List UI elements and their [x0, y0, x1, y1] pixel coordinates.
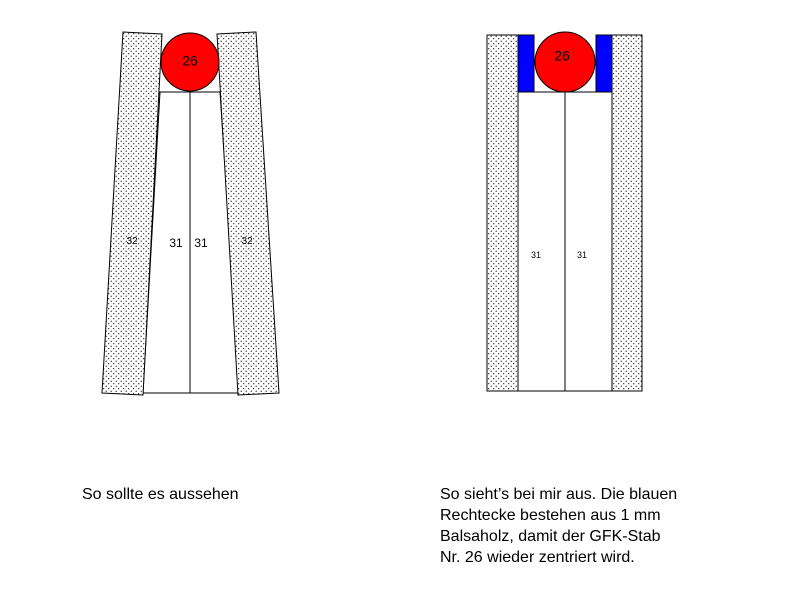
left-rod-label: 26 [182, 52, 198, 69]
caption-right-line-2: Rechtecke bestehen aus 1 mm [440, 507, 661, 524]
left-core-label: 31 [169, 236, 183, 250]
caption-right-line-4: Nr. 26 wieder zentriert wird. [440, 549, 635, 566]
blue-spacer-right [596, 35, 612, 92]
left-diagram [102, 32, 279, 395]
caption-right-line-1: So sieht’s bei mir aus. Die blauen [440, 486, 678, 503]
caption-right-line-3: Balsaholz, damit der GFK-Stab [440, 528, 661, 545]
right-wall-label: 32 [241, 236, 253, 247]
right-core-label: 31 [194, 236, 208, 250]
caption-left [82, 484, 239, 505]
right-right-core-label: 31 [576, 250, 588, 260]
blue-spacer-left [518, 35, 534, 92]
caption-right [440, 484, 677, 568]
left-wall-label: 32 [126, 236, 138, 247]
right-rod-label: 26 [554, 47, 570, 64]
caption-left-text: So sollte es aussehen [82, 486, 239, 503]
right-outer-wall-left [487, 35, 518, 391]
right-outer-wall-right [612, 35, 642, 391]
right-diagram [487, 32, 642, 391]
right-left-core-label: 31 [530, 250, 542, 260]
